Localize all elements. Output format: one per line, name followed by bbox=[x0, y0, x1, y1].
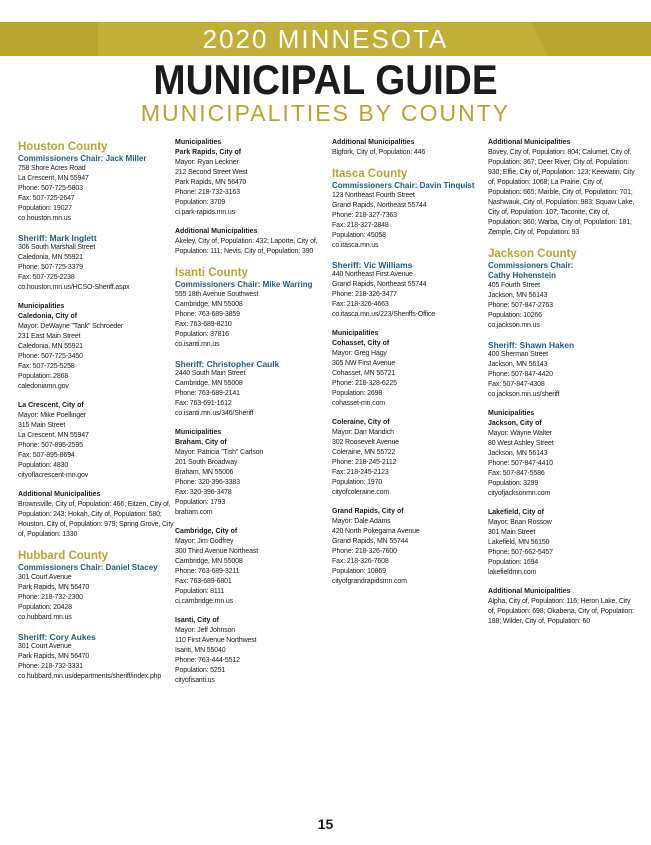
mayor-line: Mayor: Dan Mandich bbox=[332, 429, 394, 436]
additional-municipalities-label: Additional Municipalities bbox=[332, 139, 415, 146]
address-line: 2440 South Main Street bbox=[175, 370, 246, 377]
address-line: 315 Main Street bbox=[18, 422, 66, 429]
city-line: Grand Rapids, Northeast 55744 bbox=[332, 202, 427, 209]
phone-line: Phone: 507-725-3379 bbox=[18, 264, 83, 271]
website-line: co.hubbard.mn.us/departments/sheriff/index.php bbox=[18, 673, 162, 680]
sheriff-heading: Sheriff: Mark Inglett bbox=[18, 233, 97, 243]
additional-municipalities-text: Brownsville, City of, Population: 466; Eitzen, City of, Population: 243; Hokah, City of, Population: 580; Houston, City of, Population: 979; Spring Grove, City of, Population: 1330 bbox=[18, 501, 174, 538]
fax-line: Fax: 763-689-6801 bbox=[175, 578, 232, 585]
address-line: 123 Northeast Fourth Street bbox=[332, 192, 415, 199]
additional-municipalities-text: Akeley, City of, Population: 432; Laporte, City of, Population: 111; Nevis, City of, Population: 390 bbox=[175, 238, 318, 255]
mayor-line: Mayor: Mike Poellinger bbox=[18, 412, 86, 419]
website-line: co.houston.mn.us/HCSO-Sheriff.aspx bbox=[18, 284, 130, 291]
website-line: cohasset-mn.com bbox=[332, 400, 385, 407]
website-line: co.itasca.mn.us/223/Sheriffs-Office bbox=[332, 311, 436, 318]
municipality-block bbox=[18, 401, 176, 481]
municipality-block bbox=[18, 302, 176, 392]
county-heading: Itasca County bbox=[332, 168, 408, 180]
fax-line: Fax: 218-245-2123 bbox=[332, 469, 389, 476]
population-line: Population: 45058 bbox=[332, 232, 386, 239]
website-line: ci.cambridge.mn.us bbox=[175, 598, 233, 605]
website-line: cityoflacrescent-mn.gov bbox=[18, 472, 89, 479]
municipalities-label: Municipalities bbox=[175, 139, 222, 146]
additional-municipalities-text: Alpha, City of, Population: 116; Heron Lake, City of, Population: 698; Okabena, City of, Population: 188; Wilder, City of, Population: 60 bbox=[488, 598, 634, 625]
county-heading: Jackson County bbox=[488, 248, 577, 260]
municipalities-label: Municipalities bbox=[332, 330, 379, 337]
city-line: Caledonia, MN 55921 bbox=[18, 343, 83, 350]
municipality-name: Isanti, City of bbox=[175, 617, 219, 624]
city-line: Grand Rapids, Northeast 55744 bbox=[332, 281, 427, 288]
phone-line: Phone: 218-732-2300 bbox=[18, 594, 83, 601]
commissioners-chair: Commissioners Chair: Mike Warring bbox=[175, 280, 313, 289]
population-line: Population: 37816 bbox=[175, 331, 229, 338]
mayor-line: Mayor: Wayne Walter bbox=[488, 430, 552, 437]
address-line: 405 Fourth Street bbox=[488, 282, 540, 289]
column-3 bbox=[332, 138, 487, 596]
municipality-name: La Crescent, City of bbox=[18, 402, 84, 409]
city-line: Cambridge, MN 55008 bbox=[175, 380, 243, 387]
additional-municipalities-label: Additional Municipalities bbox=[175, 228, 258, 235]
municipalities-label: Municipalities bbox=[18, 303, 65, 310]
sheriff-block bbox=[18, 233, 176, 293]
address-line: 555 18th Avenue Southwest bbox=[175, 291, 259, 298]
fax-line: Fax: 320-396-3478 bbox=[175, 489, 232, 496]
population-line: Population: 10266 bbox=[488, 312, 542, 319]
website-line: ci.park-rapids.mn.us bbox=[175, 209, 236, 216]
phone-line: Phone: 218-327-7363 bbox=[332, 212, 397, 219]
column-1 bbox=[18, 138, 176, 691]
commissioners-chair-name: Cathy Hohenstein bbox=[488, 271, 557, 280]
page-subtitle: MUNICIPALITIES BY COUNTY bbox=[140, 100, 511, 126]
fax-line: Fax: 218-327-2848 bbox=[332, 222, 389, 229]
population-line: Population: 1694 bbox=[488, 559, 539, 566]
address-line: 80 West Ashley Street bbox=[488, 440, 554, 447]
city-line: Lakefield, MN 56150 bbox=[488, 539, 550, 546]
sheriff-heading: Sheriff: Cory Aukes bbox=[18, 632, 96, 642]
sheriff-block bbox=[488, 340, 638, 400]
sheriff-heading: Sheriff: Christopher Caulk bbox=[175, 359, 280, 369]
address-line: 300 Third Avenue Northeast bbox=[175, 548, 259, 555]
municipality-block bbox=[175, 616, 331, 686]
phone-line: Phone: 218-732-3331 bbox=[18, 663, 83, 670]
population-line: Population: 1970 bbox=[332, 479, 383, 486]
population-line: Population: 2868 bbox=[18, 373, 69, 380]
fax-line: Fax: 507-895-8694 bbox=[18, 452, 75, 459]
municipality-block bbox=[175, 527, 331, 607]
city-line: Park Rapids, MN 56470 bbox=[18, 653, 90, 660]
population-line: Population: 10869 bbox=[332, 568, 386, 575]
phone-line: Phone: 763-689-3211 bbox=[175, 568, 240, 575]
population-line: Population: 2698 bbox=[332, 390, 383, 397]
municipality-name: Cohasset, City of bbox=[332, 340, 390, 347]
phone-line: Phone: 218-326-7600 bbox=[332, 548, 397, 555]
fax-line: Fax: 507-847-5586 bbox=[488, 470, 545, 477]
population-line: Population: 19027 bbox=[18, 205, 72, 212]
address-line: 301 Main Street bbox=[488, 529, 536, 536]
municipality-block bbox=[332, 329, 487, 409]
population-line: Population: 3709 bbox=[175, 199, 226, 206]
city-line: Caledonia, MN 55921 bbox=[18, 254, 83, 261]
website-line: co.jackson.mn.us/sheriff bbox=[488, 391, 560, 398]
website-line: lakefieldmn.com bbox=[488, 569, 537, 576]
county-contact-block bbox=[332, 181, 487, 251]
phone-line: Phone: 763-444-5512 bbox=[175, 657, 240, 664]
address-line: 440 Northeast First Avenue bbox=[332, 271, 413, 278]
county-heading: Isanti County bbox=[175, 267, 248, 279]
population-line: Population: 5251 bbox=[175, 667, 226, 674]
phone-line: Phone: 218-328-6225 bbox=[332, 380, 397, 387]
fax-line: Fax: 507-847-4308 bbox=[488, 381, 545, 388]
city-line: Braham, MN 55006 bbox=[175, 469, 234, 476]
population-line: Population: 8111 bbox=[175, 588, 225, 595]
website-line: co.hubbard.mn.us bbox=[18, 614, 72, 621]
website-line: cityofcoleraine.com bbox=[332, 489, 390, 496]
address-line: 400 Sherman Street bbox=[488, 351, 548, 358]
commissioners-chair: Commissioners Chair: Daniel Stacey bbox=[18, 563, 158, 572]
city-line: Cohasset, MN 55721 bbox=[332, 370, 396, 377]
address-line: 231 East Main Street bbox=[18, 333, 81, 340]
column-2 bbox=[175, 138, 331, 695]
city-line: Jackson, MN 56143 bbox=[488, 361, 548, 368]
municipality-name: Grand Rapids, City of bbox=[332, 508, 404, 515]
website-line: cityofisanti.us bbox=[175, 677, 215, 684]
website-line: cityofjacksonmn.com bbox=[488, 490, 551, 497]
page-number: 15 bbox=[317, 816, 334, 832]
additional-municipalities-label: Additional Municipalities bbox=[18, 491, 101, 498]
phone-line: Phone: 507-725-3450 bbox=[18, 353, 83, 360]
commissioners-chair-label: Commissioners Chair: bbox=[488, 261, 574, 270]
address-line: 110 First Avenue Northwest bbox=[175, 637, 257, 644]
sheriff-heading: Sheriff: Vic Williams bbox=[332, 260, 413, 270]
sheriff-heading: Sheriff: Shawn Haken bbox=[488, 340, 575, 350]
address-line: 305 NW First Avenue bbox=[332, 360, 396, 367]
header-banner bbox=[0, 22, 651, 56]
municipality-name: Jackson, City of bbox=[488, 420, 542, 427]
county-heading: Hubbard County bbox=[18, 550, 109, 562]
additional-municipalities-label: Additional Municipalities bbox=[488, 588, 571, 595]
phone-line: Phone: 507-895-2595 bbox=[18, 442, 83, 449]
additional-municipalities-block bbox=[332, 138, 487, 158]
commissioners-chair: Commissioners Chair: Jack Miller bbox=[18, 154, 147, 163]
additional-municipalities-block bbox=[175, 227, 331, 257]
municipality-block bbox=[175, 428, 331, 518]
city-line: Coleraine, MN 55722 bbox=[332, 449, 396, 456]
additional-municipalities-block bbox=[488, 587, 638, 627]
fax-line: Fax: 507-725-2647 bbox=[18, 195, 75, 202]
phone-line: Phone: 218-732-3163 bbox=[175, 189, 240, 196]
municipality-block bbox=[332, 418, 487, 498]
municipality-block bbox=[175, 138, 331, 218]
municipality-name: Lakefield, City of bbox=[488, 509, 545, 516]
address-line: 420 North Pokegama Avenue bbox=[332, 528, 420, 535]
website-line: co.isanti.mn.us bbox=[175, 341, 220, 348]
additional-municipalities-label: Additional Municipalities bbox=[488, 139, 571, 146]
commissioners-chair: Commissioners Chair: Davin Tinquist bbox=[332, 181, 475, 190]
population-line: Population: 20428 bbox=[18, 604, 72, 611]
city-line: La Crescent, MN 55947 bbox=[18, 432, 89, 439]
column-4 bbox=[488, 138, 638, 636]
city-line: La Crescent, MN 55947 bbox=[18, 175, 89, 182]
phone-line: Phone: 320-396-3383 bbox=[175, 479, 240, 486]
website-line: cityofgrandrapidsmn.com bbox=[332, 578, 407, 585]
municipality-block bbox=[488, 409, 638, 499]
city-line: Park Rapids, MN 56470 bbox=[18, 584, 90, 591]
municipality-name: Coleraine, City of bbox=[332, 419, 390, 426]
mayor-line: Mayor: Ryan Leckner bbox=[175, 159, 239, 166]
sheriff-block bbox=[18, 632, 176, 682]
county-contact-block bbox=[175, 280, 331, 350]
phone-line: Phone: 507-662-5457 bbox=[488, 549, 553, 556]
municipality-name: Park Rapids, City of bbox=[175, 149, 242, 156]
phone-line: Phone: 507-725-5803 bbox=[18, 185, 83, 192]
city-line: Cambridge, MN 55008 bbox=[175, 301, 243, 308]
address-line: 201 South Broadway bbox=[175, 459, 238, 466]
city-line: Grand Rapids, MN 55744 bbox=[332, 538, 409, 545]
phone-line: Phone: 763-689-2141 bbox=[175, 390, 240, 397]
city-line: Jackson, MN 56143 bbox=[488, 450, 548, 457]
population-line: Population: 4830 bbox=[18, 462, 69, 469]
website-line: co.itasca.mn.us bbox=[332, 242, 379, 249]
fax-line: Fax: 218-326-7608 bbox=[332, 558, 389, 565]
address-line: 301 Court Avenue bbox=[18, 643, 72, 650]
phone-line: Phone: 507-847-4410 bbox=[488, 460, 553, 467]
phone-line: Phone: 763-689-3859 bbox=[175, 311, 240, 318]
mayor-line: Mayor: Jim Godfrey bbox=[175, 538, 234, 545]
municipality-block bbox=[488, 508, 638, 578]
municipality-name: Caledonia, City of bbox=[18, 313, 78, 320]
county-contact-block bbox=[18, 563, 176, 623]
website-line: co.jackson.mn.us bbox=[488, 322, 540, 329]
mayor-line: Mayor: Dale Adams bbox=[332, 518, 391, 525]
sheriff-block bbox=[332, 260, 487, 320]
population-line: Population: 3299 bbox=[488, 480, 539, 487]
fax-line: Fax: 507-725-2238 bbox=[18, 274, 75, 281]
city-line: Cambridge, MN 55008 bbox=[175, 558, 243, 565]
municipality-name: Braham, City of bbox=[175, 439, 227, 446]
fax-line: Fax: 507-725-5258 bbox=[18, 363, 75, 370]
mayor-line: Mayor: Jeff Johnson bbox=[175, 627, 236, 634]
population-line: Population: 1793 bbox=[175, 499, 226, 506]
fax-line: Fax: 763-691-1612 bbox=[175, 400, 232, 407]
phone-line: Phone: 218-326-3477 bbox=[332, 291, 397, 298]
county-contact-block bbox=[488, 261, 638, 331]
additional-municipalities-text: Bigfork, City of, Population: 446 bbox=[332, 149, 426, 156]
fax-line: Fax: 763-689-8210 bbox=[175, 321, 232, 328]
municipalities-label: Municipalities bbox=[488, 410, 535, 417]
additional-municipalities-block bbox=[488, 138, 638, 238]
municipality-block bbox=[332, 507, 487, 587]
page-title: MUNICIPAL GUIDE bbox=[153, 56, 498, 103]
address-line: 301 Court Avenue bbox=[18, 574, 72, 581]
address-line: 212 Second Street West bbox=[175, 169, 248, 176]
website-line: co.isanti.mn.us/346/Sheriff bbox=[175, 410, 254, 417]
website-line: co.houston.mn.us bbox=[18, 215, 71, 222]
mayor-line: Mayor: Patricia "Tish" Carlson bbox=[175, 449, 264, 456]
city-line: Isanti, MN 55040 bbox=[175, 647, 226, 654]
address-line: 758 Shore Acres Road bbox=[18, 165, 86, 172]
phone-line: Phone: 507-847-2763 bbox=[488, 302, 553, 309]
municipalities-label: Municipalities bbox=[175, 429, 222, 436]
city-line: Park Rapids, MN 56470 bbox=[175, 179, 247, 186]
phone-line: Phone: 507-847-4420 bbox=[488, 371, 553, 378]
municipality-name: Cambridge, City of bbox=[175, 528, 238, 535]
additional-municipalities-block bbox=[18, 490, 176, 540]
county-contact-block bbox=[18, 154, 176, 224]
address-line: 302 Roosevelt Avenue bbox=[332, 439, 399, 446]
mayor-line: Mayor: Greg Hagy bbox=[332, 350, 387, 357]
address-line: 306 South Marshall Street bbox=[18, 244, 96, 251]
banner-text: 2020 MINNESOTA bbox=[202, 24, 449, 54]
phone-line: Phone: 218-245-2112 bbox=[332, 459, 397, 466]
website-line: caledoniamn.gov bbox=[18, 383, 69, 390]
sheriff-block bbox=[175, 359, 331, 419]
website-line: braham.com bbox=[175, 509, 213, 516]
fax-line: Fax: 218-326-4663 bbox=[332, 301, 389, 308]
additional-municipalities-text: Bovey, City of, Population: 804; Calumet, City of, Population: 367; Deer River, City of, Population: 930; Effie, City of, Population: 123; Keewatin, City of, Population: 1068; La Prairie, City of, Population: 665; Marble, City of, Population: 701; Nashwauk, City of, Population: 983; Squaw Lake, City of, Population: 107; Taconite, City of, Population: 360; Warba, City of, Population: 181; Zemple, City of, Population: 93 bbox=[488, 149, 635, 236]
mayor-line: Mayor: DeWayne "Tank" Schroeder bbox=[18, 323, 124, 330]
county-heading: Houston County bbox=[18, 141, 108, 153]
city-line: Jackson, MN 56143 bbox=[488, 292, 548, 299]
mayor-line: Mayor: Brian Rossow bbox=[488, 519, 552, 526]
